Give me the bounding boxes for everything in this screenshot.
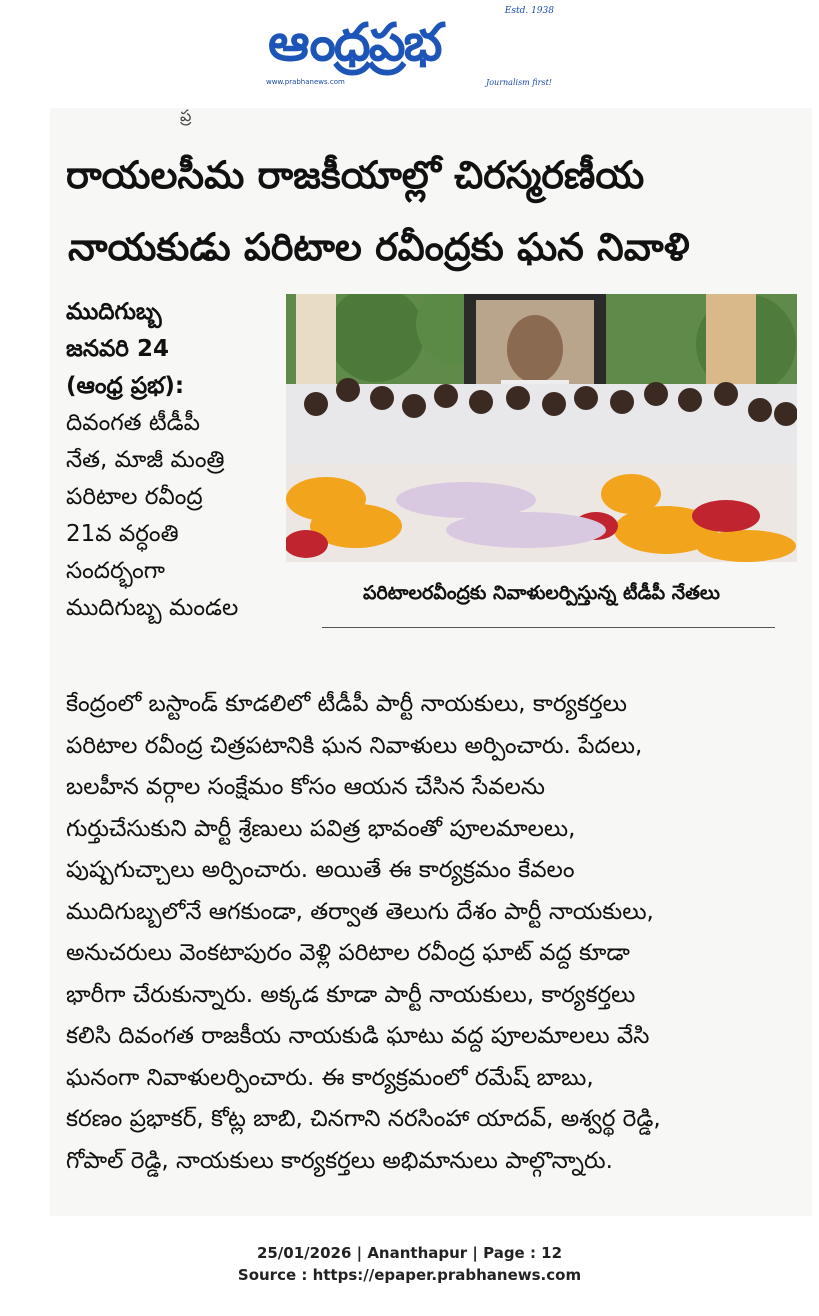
- headline-line-2: నాయకుడు పరిటాల రవీంద్రకు ఘన నివాళి: [68, 225, 690, 269]
- body-text-line: బలహీన వర్గాల సంక్షేమం కోసం ఆయన చేసిన సేవలను: [66, 774, 545, 800]
- footer-source-link[interactable]: Source : https://epaper.prabhanews.com: [237, 1266, 582, 1284]
- body-text-line: దివంగత టీడీపీ: [66, 410, 200, 436]
- article-body: [66, 684, 806, 1182]
- masthead-logo: [262, 6, 558, 90]
- photo-caption: పరిటాలరవీంద్రకు నివాళులర్పిస్తున్న టీడీపీ నేతలు: [363, 582, 720, 604]
- body-text-line: సందర్భంగా: [66, 558, 165, 584]
- body-text-line: కేంద్రంలో బస్టాండ్ కూడలిలో టీడీపీ పార్టీ నాయకులు, కార్యకర్తలు: [66, 691, 627, 717]
- body-text-line: కరణం ప్రభాకర్, కోట్ల బాబి, చినగాని నరసింహా యాదవ్, అశ్వర్థ రెడ్డి,: [66, 1106, 661, 1132]
- newspaper-name: ఆంధ్రప్రభ: [268, 13, 441, 73]
- body-text-line: అనుచరులు వెంకటాపురం వెళ్లి పరిటాల రవీంద్ర ఘాట్ వద్ద కూడా: [66, 940, 630, 966]
- tagline: Journalism first!: [486, 78, 552, 87]
- clipped-top-text: ప్ర: [180, 106, 192, 125]
- footer-edition-info: 25/01/2026 | Ananthapur | Page : 12: [256, 1244, 563, 1262]
- caption-divider: [322, 627, 775, 628]
- tribute-photo-illustration: [286, 294, 797, 562]
- body-text-line: పుష్పగుచ్చాలు అర్పించారు. అయితే ఈ కార్యక్రమం కేవలం: [66, 857, 575, 883]
- body-text-line: కలిసి దివంగత రాజకీయ నాయకుడి ఘాటు వద్ద పూలమాలలు వేసి: [66, 1023, 650, 1049]
- headline-line-1: రాయలసీమ రాజకీయాల్లో చిరస్మరణీయ: [66, 153, 645, 197]
- body-text-line: ముదిగుబ్బ మండల: [66, 595, 239, 621]
- body-text-line: 21వ వర్ధంతి: [66, 521, 179, 547]
- dateline-place: ముదిగుబ్బ: [66, 299, 162, 325]
- page-footer: [0, 1242, 819, 1286]
- body-text-line: నేత, మాజీ మంత్రి: [66, 447, 225, 473]
- tribute-photo: [286, 294, 797, 562]
- established-label: Estd. 1938: [504, 6, 554, 16]
- dateline-date: జనవరి 24: [66, 336, 169, 362]
- dateline-column: [66, 294, 286, 627]
- body-text-line: భారీగా చేరుకున్నారు. అక్కడ కూడా పార్టీ నాయకులు, కార్యకర్తలు: [66, 981, 636, 1008]
- body-text-line: గోపాల్ రెడ్డి, నాయకులు కార్యకర్తలు అభిమానులు పాల్గొన్నారు.: [66, 1147, 613, 1174]
- dateline-source: (ఆంధ్ర ప్రభ):: [66, 373, 185, 399]
- body-text-line: గుర్తుచేసుకుని పార్టీ శ్రేణులు పవిత్ర భావంతో పూలమాలలు,: [66, 815, 576, 842]
- body-text-line: ఘనంగా నివాళులర్పించారు. ఈ కార్యక్రమంలో రమేష్ బాబు,: [66, 1064, 594, 1091]
- website-label: www.prabhanews.com: [266, 78, 345, 86]
- body-text-line: పరిటాల రవీంద్ర చిత్రపటానికి ఘన నివాళులు అర్పించారు. పేదలు,: [66, 732, 643, 759]
- body-text-line: పరిటాల రవీంద్ర: [66, 484, 203, 510]
- news-article: [50, 108, 812, 1216]
- body-text-line: ముదిగుబ్బలోనే ఆగకుండా, తర్వాత తెలుగు దేశం పార్టీ నాయకులు,: [66, 898, 654, 925]
